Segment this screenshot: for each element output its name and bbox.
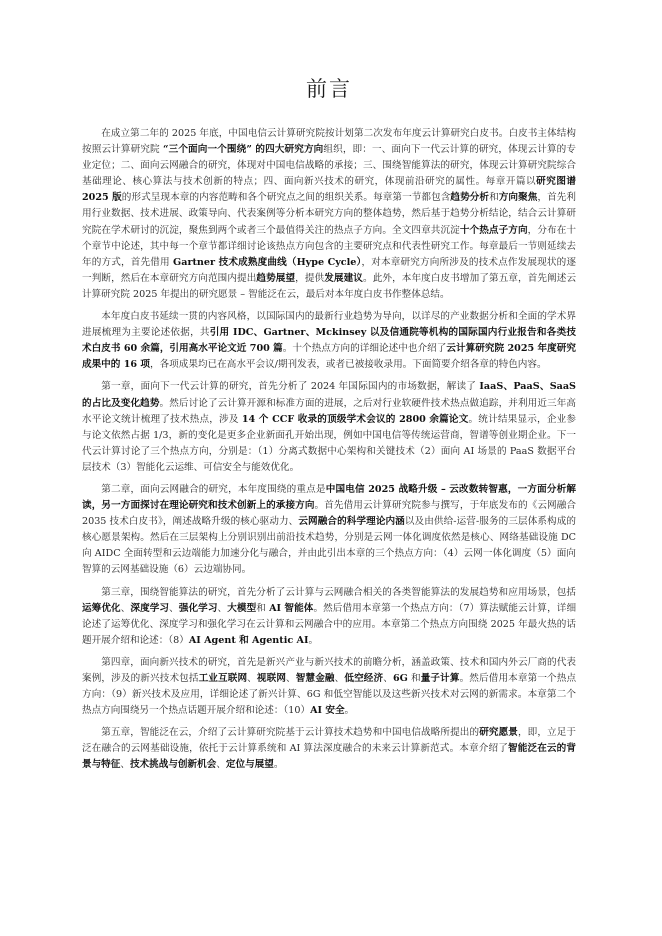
emphasis-text: 智慧金融 (295, 673, 335, 684)
page-title: 前言 (306, 77, 352, 101)
emphasis-text: 运筹优化 (82, 602, 121, 614)
emphasis-text: AI 安全 (310, 705, 345, 717)
body-text: 的形式呈现本章的内容范畴和各个研究点之间的组织关系。每章第一节都包含 (121, 192, 451, 204)
paragraph-1 (82, 126, 576, 303)
emphasis-text: 深度学习 (130, 602, 170, 614)
emphasis-text: 工业互联网 (198, 673, 248, 684)
body-text: ，各项成果均已在高水平会议/期刊发表，或者已被接收录用。下面简要介绍各章的特色内容。 (150, 359, 547, 371)
body-text: ，即，立足于泛在融合的云网基础设施，依托于云计算系统和 AI 算法深度融合的未来云计算新范式。本章介绍了 (82, 727, 577, 755)
body-text: 第五章，智能泛在云，介绍了云计算研究院基于云计算技术趋势和中国电信战略所提出的 (101, 727, 480, 739)
body-text: 和 (256, 602, 270, 614)
body-text: 。然后讨论了云计算开源和标准方面的进展，之后对行业软硬件技术热点做追踪，并利用近三年高水平论文统计梳理了技术热点，涉及 (82, 397, 577, 425)
body-text: 和 (489, 192, 499, 204)
body-text: 、 (169, 602, 179, 614)
document-body (82, 126, 576, 774)
emphasis-text: 引用 IDC、Gartner、Mckinsey 以及信通院等机构的国际国内行业报告和各类技术白皮书 60 余篇，引用高水平论文近 700 篇 (82, 327, 577, 355)
emphasis-text: AI Agent 和 Agentic AI (188, 634, 309, 646)
emphasis-text: 视联网 (256, 673, 287, 684)
body-text: ，首先利用行业数据、技术进展、政策导向、代表案例等分析本研究方向的整体趋势，然后基于趋势分析结论，结合云计算研究院在学术研讨的沉淀，聚焦到两个或者三个最值得关注的热点子方向。全文四章共沉淀 (82, 192, 577, 236)
emphasis-text: 低空经济 (344, 673, 384, 684)
emphasis-text: 6G (392, 673, 408, 684)
body-text: 。然后借用本章第一个热点方向：（9）新兴技术及应用，详细论述了新兴计算、6G 和低空智能以及这些新兴技术对云网的新需求。本章第二个热点方向围绕另一个热点话题开展介绍和论述：（10） (82, 673, 577, 717)
emphasis-text: 智能泛在云的背景与特征 (82, 743, 576, 771)
body-text: 和 (407, 673, 421, 684)
emphasis-text: 方向聚焦 (498, 192, 538, 204)
body-text: 、 (217, 602, 228, 614)
body-text: 以及由供给-运营-服务的三层体系构成的核心愿景架构。然后在三层架构上分别识别出前沿技术趋势，分别是云网一体化调度依然是核心、网络基础设施 DC 向 AIDC 全面转型和云边端能力加速分化与融合，并由此引出本章的三个热点方向：（4）云网一体化调度（5）面向智算的云网基础设施（6）云边端协同。 (82, 516, 577, 576)
emphasis-text: IaaS、PaaS、SaaS 的占比及变化趋势 (82, 381, 576, 409)
body-text: 组织，即：一、面向下一代云计算的研究，体现云计算的专业定位；二、面向云网融合的研究，体现对中国电信战略的承接；三、围绕智能算法的研究，体现云计算研究院综合基础理论、核心算法与技术创新的特点；四、面向新兴技术的研究，体现前沿研究的属性。每章开篇以 (82, 144, 576, 188)
body-text: 、 (383, 673, 393, 684)
emphasis-text: 云计算研究院 2025 年度研究成果中的 16 项 (82, 343, 576, 371)
emphasis-text: Gartner 技术成熟度曲线（Hype Cycle） (173, 256, 362, 268)
body-text: 。此外，本年度白皮书增加了第五章，首先阐述云计算研究院 2025 年提出的研究愿景 – 智能泛在云，最后对本年度白皮书作整体总结。 (82, 272, 577, 300)
body-text: 。然后借用本章第一个热点方向：（7）算法赋能云计算，详细论述了运筹优化、深度学习和强化学习在云计算和云网融合中的应用。本章第二个热点方向围绕 2025 年最火热的话题开展介绍和论述：（8） (82, 602, 577, 646)
paragraph-6 (82, 655, 576, 719)
body-text: 第三章，围绕智能算法的研究，首先分析了云计算与云网融合相关的各类智能算法的发展趋势和应用场景，包括 (101, 586, 576, 598)
emphasis-text: 十个热点子方向 (459, 224, 528, 236)
body-text: 。首先借用云计算研究院参与撰写，于年底发布的《云网融合 2035 技术白皮书》，阐述战略升级的核心驱动力、 (82, 500, 577, 528)
emphasis-text: AI 智能体 (269, 602, 314, 614)
body-text: ，分布在十个章节中论述，其中每一个章节都详细讨论该热点方向包含的主要研究点和代表性研究工作。每章最后一节则延续去年的方式，首先借用 (82, 224, 577, 268)
emphasis-text: 趋势分析 (450, 192, 490, 204)
emphasis-text: 量子计算 (420, 673, 460, 684)
emphasis-text: 趋势展望 (256, 272, 296, 284)
body-text: 、 (120, 602, 131, 614)
body-text: 、 (120, 759, 130, 771)
emphasis-text: 大模型 (227, 602, 257, 614)
emphasis-text: 技术挑战与创新机会 (129, 759, 217, 771)
body-text: ，对本章研究方向所涉及的技术点作发展现状的逐一判断，然后在本章研究方向范围内提出 (82, 256, 576, 284)
paragraph-2 (82, 309, 576, 373)
emphasis-text: “三个面向一个围绕” 的四大研究方向 (162, 144, 324, 156)
paragraph-3 (82, 379, 576, 476)
paragraph-4 (82, 482, 576, 579)
emphasis-text: 定位与展望 (225, 759, 274, 771)
paragraph-7 (82, 725, 576, 773)
body-text: 第二章，面向云网融合的研究，本年度围绕的重点是 (101, 483, 326, 495)
body-text: 第一章，面向下一代云计算的研究，首先分析了 2024 年国际国内的市场数据，解读了 (101, 381, 480, 393)
paragraph-5 (82, 585, 576, 649)
body-text: ，提供 (295, 272, 325, 284)
body-text: 、 (334, 673, 345, 684)
emphasis-text: 发展建议 (324, 272, 363, 284)
body-text: 。统计结果显示，企业参与论文依然占据 1/3，新的变化是更多企业新面孔开始出现，例如中国电信等传统运营商，智谱等创业期企业。下一代云计算讨论了三个热点方向，分别是：（1）分离式数据中心架构和关键技术（2）面向 AI 场景的 PaaS 数据平台层技术（3）智能化云运维、可信安全与能效优化。 (82, 413, 576, 473)
body-text: 。十个热点方向的详细论述中也介绍了 (282, 343, 447, 355)
body-text: 。 (308, 634, 319, 646)
body-text: 。 (273, 759, 284, 771)
body-text: 在成立第二年的 2025 年底，中国电信云计算研究院按计划第二次发布年度云计算研究白皮书。白皮书主体结构按照云计算研究院 (82, 128, 576, 156)
emphasis-text: 14 个 CCF 收录的顶级学术会议的 2800 余篇论文 (241, 413, 469, 425)
emphasis-text: 研究愿景 (479, 727, 518, 739)
body-text: 本年度白皮书延续一贯的内容风格，以国际国内的最新行业趋势为导向，以详尽的产业数据分析和全面的学术界进展梳理为主要论述依据，共 (82, 311, 576, 339)
emphasis-text: 中国电信 2025 战略升级 – 云改数转智惠，一方面分析解读，另一方面探讨在理论研究和技术创新上的承接方向 (82, 483, 577, 512)
emphasis-text: 云网融合的科学理论内涵 (298, 516, 405, 528)
emphasis-text: 强化学习 (178, 602, 218, 614)
body-text: 。 (344, 705, 355, 717)
body-text: 第四章，面向新兴技术的研究，首先是新兴产业与新兴技术的前瞻分析，涵盖政策、技术和国内外云厂商的代表案例，涉及的新兴技术包括 (82, 656, 576, 684)
body-text: 、 (247, 673, 257, 684)
body-text: 、 (286, 673, 296, 684)
body-text: 、 (216, 759, 226, 771)
emphasis-text: 研究图谱 2025 版 (82, 176, 577, 204)
